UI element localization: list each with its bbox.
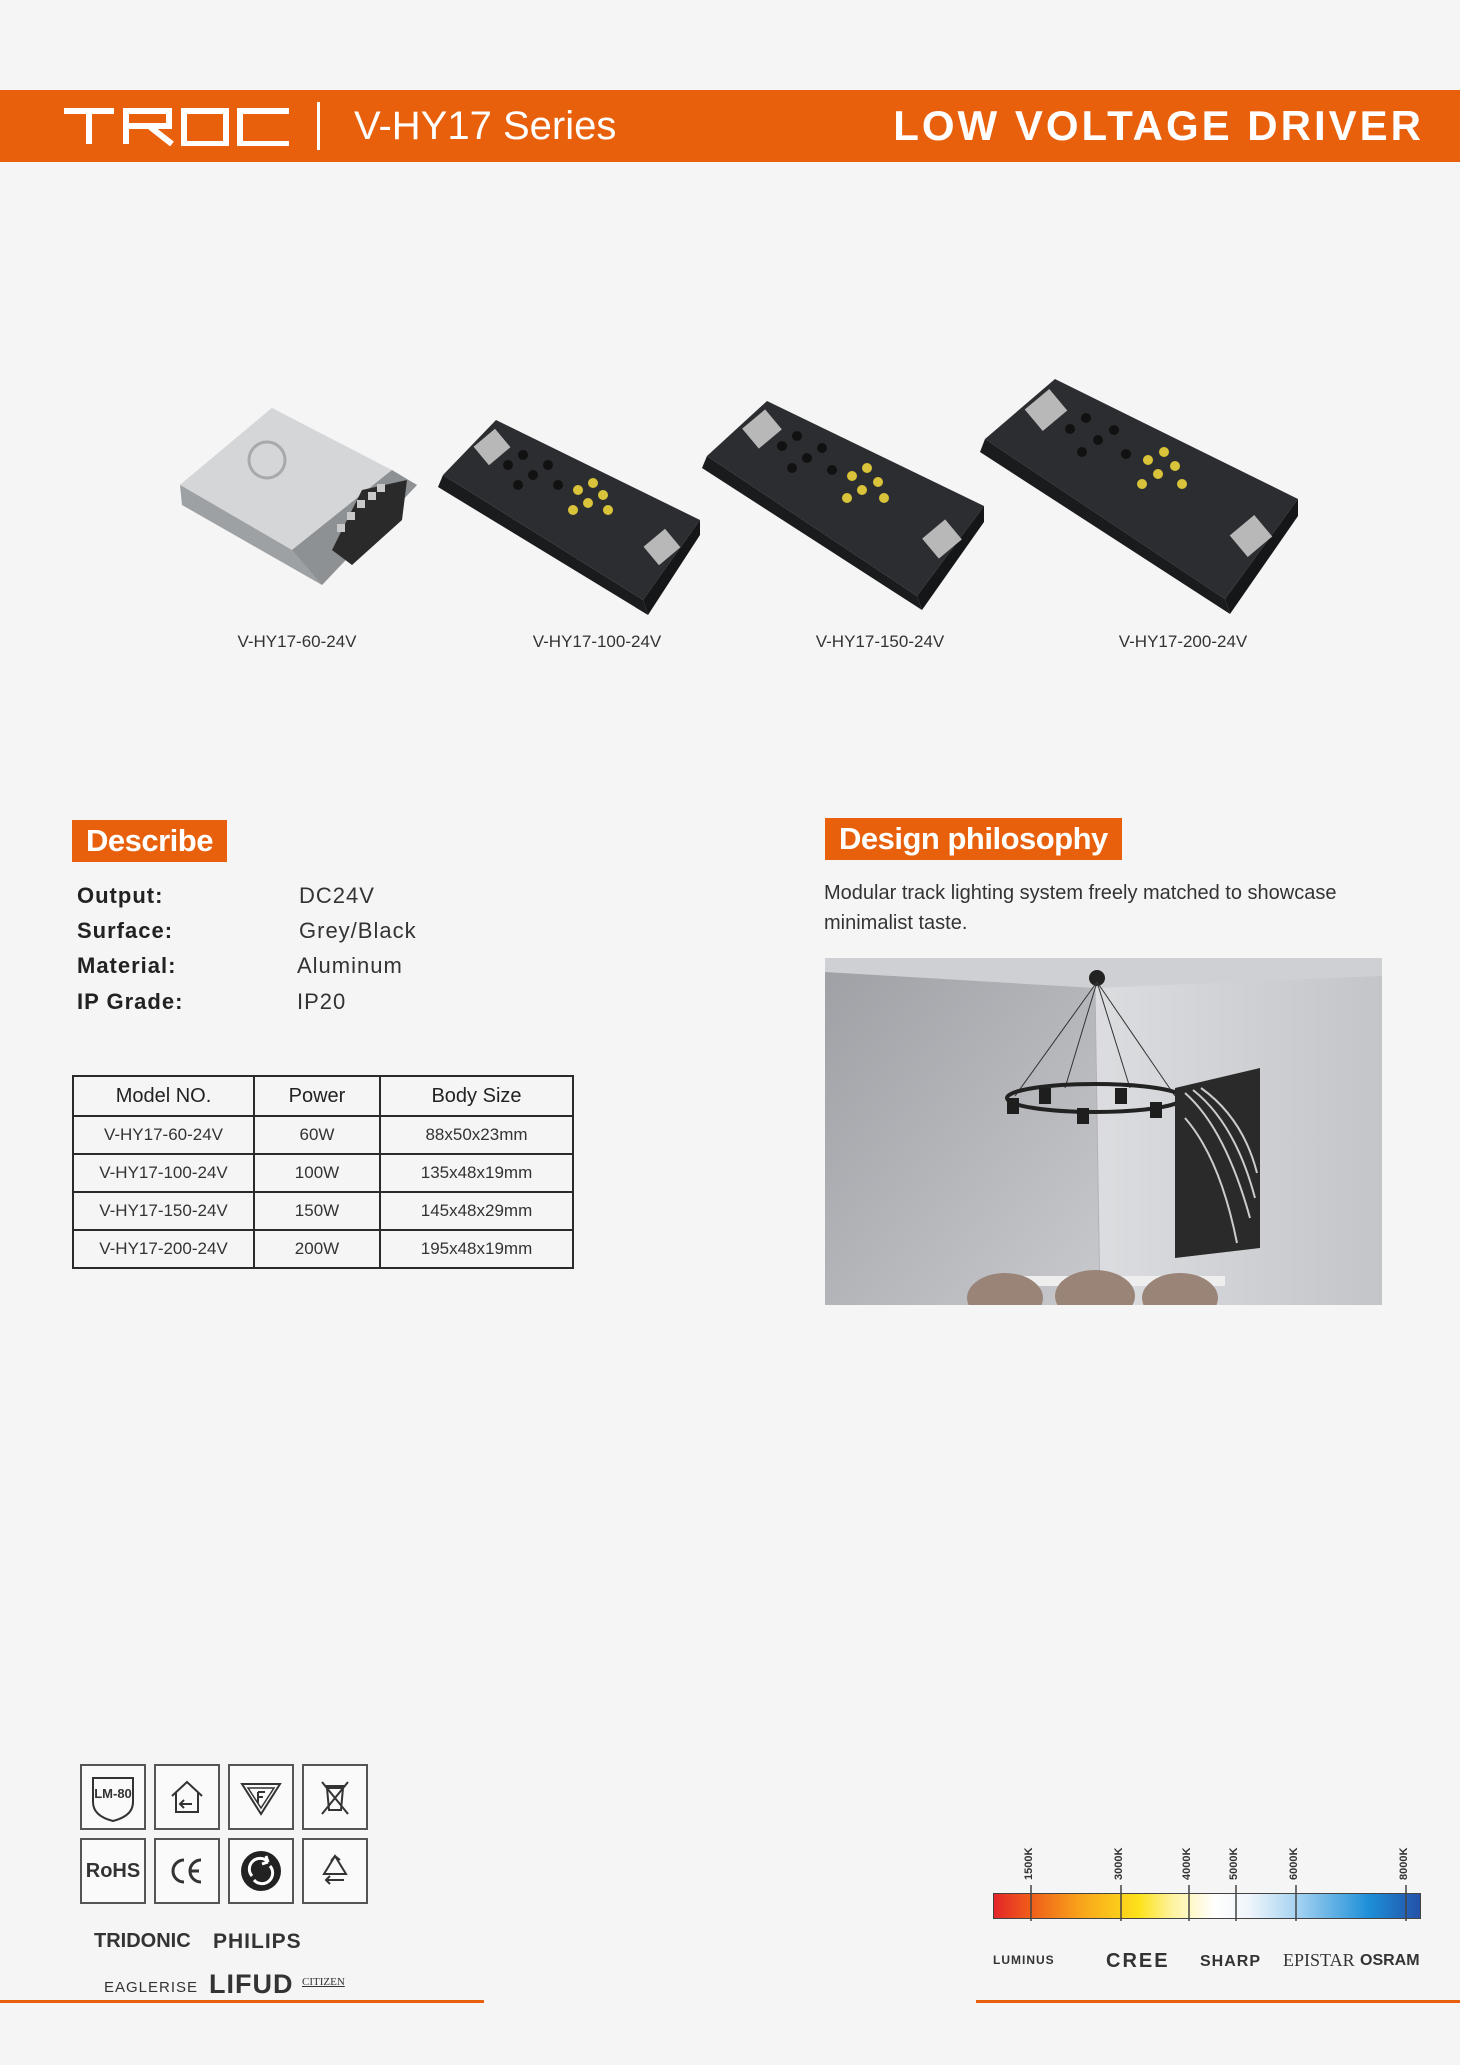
cct-label-text: 5000K: [1228, 1847, 1240, 1880]
table-header: Body Size: [380, 1076, 573, 1116]
table-header: Model NO.: [73, 1076, 254, 1116]
brand-tridonic: TRIDONIC: [94, 1930, 191, 1952]
table-header: Power: [254, 1076, 380, 1116]
brand-sharp: SHARP: [1200, 1953, 1262, 1970]
bottom-rule-right: [976, 2000, 1460, 2003]
brand-cree: CREE: [1106, 1950, 1170, 1972]
brand-epistar: EPISTAR: [1283, 1950, 1355, 1970]
brand-luminus: LUMINUS: [993, 1953, 1055, 1967]
brand-osram: OSRAM: [1360, 1952, 1420, 1969]
cct-label-text: 8000K: [1398, 1847, 1410, 1880]
table-cell: 200W: [254, 1230, 380, 1268]
cct-ticks: [993, 1885, 1421, 1925]
table-cell: 88x50x23mm: [380, 1116, 573, 1154]
product-label: V-HY17-60-24V: [237, 632, 357, 651]
product-label: V-HY17-100-24V: [532, 632, 662, 651]
table-cell: 135x48x19mm: [380, 1154, 573, 1192]
room-photo: [825, 958, 1382, 1305]
cct-label-text: 1500K: [1023, 1847, 1035, 1880]
f-mark-icon: [228, 1764, 294, 1830]
table-row: [73, 1116, 573, 1154]
cct-label-text: 4000K: [1181, 1847, 1193, 1880]
bottom-rule-left: [0, 2000, 484, 2003]
table-header-row: [73, 1076, 573, 1116]
indoor-use-icon: [154, 1764, 220, 1830]
brand-eaglerise: EAGLERISE: [104, 1979, 199, 1996]
table-cell: 195x48x19mm: [380, 1230, 573, 1268]
table-cell: V-HY17-60-24V: [73, 1116, 254, 1154]
brand-citizen: CITIZEN: [302, 1976, 345, 1988]
table-row: [73, 1154, 573, 1192]
recycle-icon: [302, 1838, 368, 1904]
rohs-icon: [80, 1838, 146, 1904]
header-divider: [317, 102, 320, 150]
product-image-100w: [438, 415, 703, 620]
spec-key: Output:: [77, 883, 164, 908]
table-row: [73, 1230, 573, 1268]
series-title: V-HY17 Series: [354, 104, 617, 148]
spec-key: Surface:: [77, 918, 174, 943]
cct-label: [1113, 1832, 1129, 1882]
weee-bin-icon: [302, 1764, 368, 1830]
brand-philips: PHILIPS: [213, 1930, 302, 1953]
cct-label: [1181, 1832, 1197, 1882]
lm80-label: LM-80: [94, 1786, 132, 1801]
green-dot-icon: [228, 1838, 294, 1904]
cct-label: [1228, 1832, 1244, 1882]
table-cell: 145x48x29mm: [380, 1192, 573, 1230]
cct-label: [1288, 1832, 1304, 1882]
spec-value: Grey/Black: [299, 918, 417, 943]
category-title: LOW VOLTAGE DRIVER: [893, 102, 1424, 149]
model-table: [72, 1075, 574, 1269]
table-cell: 150W: [254, 1192, 380, 1230]
rohs-label: RoHS: [85, 1860, 141, 1882]
design-heading: Design philosophy: [825, 818, 1122, 860]
table-cell: V-HY17-150-24V: [73, 1192, 254, 1230]
product-label: V-HY17-200-24V: [1118, 632, 1248, 651]
product-label: V-HY17-150-24V: [815, 632, 945, 651]
header-bar: [0, 90, 1460, 162]
cct-label-text: 3000K: [1113, 1847, 1125, 1880]
lm80-icon: [80, 1764, 146, 1830]
product-image-200w: [980, 374, 1300, 619]
table-cell: V-HY17-200-24V: [73, 1230, 254, 1268]
spec-value: IP20: [297, 989, 347, 1014]
table-row: [73, 1192, 573, 1230]
troc-logo: [64, 106, 294, 151]
design-description: Modular track lighting system freely matched to showcase minimalist taste.: [824, 882, 1337, 934]
spec-key: IP Grade:: [77, 989, 184, 1014]
cct-label: [1398, 1832, 1414, 1882]
ce-icon: [154, 1838, 220, 1904]
table-cell: 60W: [254, 1116, 380, 1154]
table-cell: 100W: [254, 1154, 380, 1192]
table-cell: V-HY17-100-24V: [73, 1154, 254, 1192]
spec-value: Aluminum: [297, 953, 403, 978]
spec-value: DC24V: [299, 883, 375, 908]
spec-key: Material:: [77, 953, 177, 978]
product-image-60w: [172, 400, 422, 605]
describe-heading: Describe: [72, 820, 227, 862]
brand-lifud: LIFUD: [209, 1969, 294, 1999]
product-image-150w: [702, 396, 987, 616]
cct-label: [1023, 1832, 1039, 1882]
cct-label-text: 6000K: [1288, 1847, 1300, 1880]
